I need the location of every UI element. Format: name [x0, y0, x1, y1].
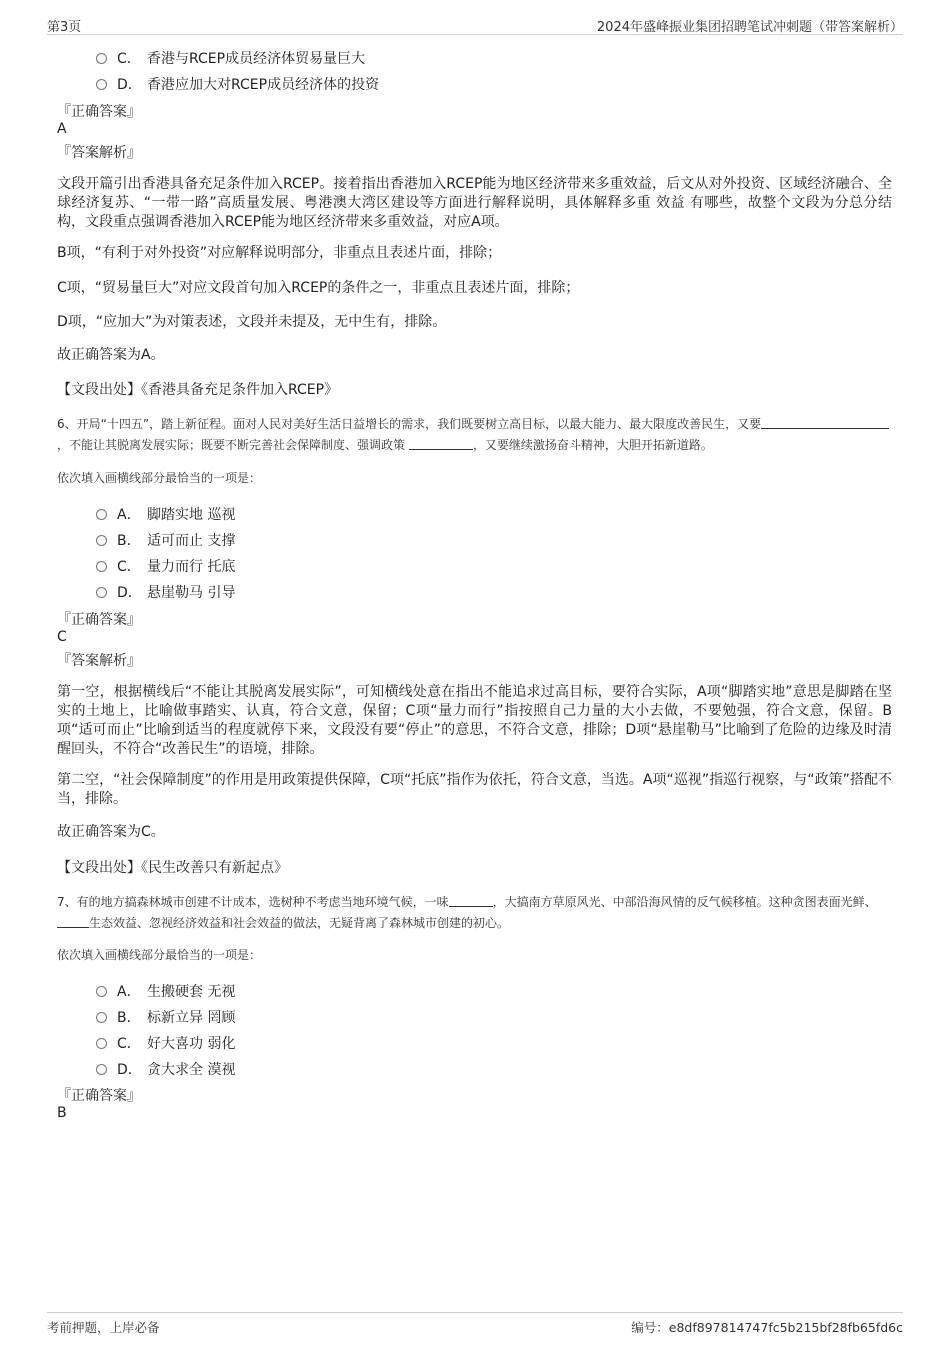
q6-analysis-label: 『答案解析』	[57, 653, 141, 669]
radio-icon[interactable]	[96, 53, 107, 64]
q5-analysis-label: 『答案解析』	[57, 145, 141, 161]
q6-source: 【文段出处】《民生改善只有新起点》	[57, 860, 288, 876]
q7-hint: 依次填入画横线部分最恰当的一项是：	[57, 948, 262, 962]
page-number: 第3页	[47, 20, 82, 35]
q7-option-d[interactable]: D． 贪大求全 漠视	[96, 1059, 235, 1079]
radio-icon[interactable]	[96, 1012, 107, 1023]
q5-analysis-paragraph: B项，“有利于对外投资”对应解释说明部分，非重点且表述片面，排除；	[57, 245, 502, 261]
document-title: 2024年盛峰振业集团招聘笔试冲刺题（带答案解析）	[596, 20, 903, 35]
q5-analysis-paragraph: C项，“贸易量巨大”对应文段首句加入RCEP的条件之一，非重点且表述片面，排除；	[57, 280, 580, 296]
q5-analysis-paragraph: D项，“应加大”为对策表述，文段并未提及，无中生有，排除。	[57, 314, 447, 330]
q7-answer-label: 『正确答案』	[57, 1088, 141, 1104]
radio-icon[interactable]	[96, 79, 107, 90]
q6-stem: 6、开局“十四五”，踏上新征程。面对人民对美好生活日益增长的需求，我们既要树立高目标，以最大能力、最大限度改善民生，又要，不能让其脱离发展实际；既要不断完善社会保障制度、强调政策 ，又要继续激扬奋斗精神，大胆开拓新道路。	[57, 414, 892, 456]
radio-icon[interactable]	[96, 1064, 107, 1075]
q6-option-b[interactable]: B． 适可而止 支撑	[96, 530, 235, 550]
q6-hint: 依次填入画横线部分最恰当的一项是：	[57, 471, 262, 485]
blank-line	[761, 416, 889, 429]
radio-icon[interactable]	[96, 535, 107, 546]
q6-answer-label: 『正确答案』	[57, 612, 141, 628]
blank-line	[449, 894, 493, 907]
radio-icon[interactable]	[96, 986, 107, 997]
q5-answer-label: 『正确答案』	[57, 104, 141, 120]
q6-answer: C	[57, 629, 67, 645]
blank-line	[57, 915, 89, 928]
q6-option-a[interactable]: A． 脚踏实地 巡视	[96, 504, 235, 524]
q6-conclusion: 故正确答案为C。	[57, 824, 165, 840]
q5-option-c[interactable]: C． 香港与RCEP成员经济体贸易量巨大	[96, 48, 365, 68]
q7-stem: 7、有的地方搞森林城市创建不计成本，选树种不考虑当地环境气候，一味 ，大搞南方草原风光、中部沿海风情的反气候移植。这种贪图表面光鲜、生态效益、忽视经济效益和社会效益的做法，无疑背离了森林城市创建的初心。	[57, 895, 877, 930]
q5-option-d[interactable]: D． 香港应加大对RCEP成员经济体的投资	[96, 74, 379, 94]
q7-option-c[interactable]: C． 好大喜功 弱化	[96, 1033, 235, 1053]
q5-answer: A	[57, 121, 67, 137]
q5-analysis-paragraph: 文段开篇引出香港具备充足条件加入RCEP。接着指出香港加入RCEP能为地区经济带来多重效益，后文从对外投资、区域经济融合、全球经济复苏、“一带一路”高质量发展、粤港澳大湾区建设等方面进行解释说明，具体解释多重 效益 有哪些，故整个文段为分总分结构，文段重点强调香港加入RCEP能为地区经济带来多重效益，对应A项。	[57, 176, 892, 230]
q6-option-c[interactable]: C． 量力而行 托底	[96, 556, 235, 576]
q7-option-b[interactable]: B． 标新立异 罔顾	[96, 1007, 235, 1027]
radio-icon[interactable]	[96, 561, 107, 572]
radio-icon[interactable]	[96, 587, 107, 598]
q7-option-a[interactable]: A． 生搬硬套 无视	[96, 981, 235, 1001]
q7-answer: B	[57, 1105, 67, 1121]
q5-conclusion: 故正确答案为A。	[57, 347, 165, 363]
page-footer	[47, 1312, 903, 1337]
radio-icon[interactable]	[96, 1038, 107, 1049]
radio-icon[interactable]	[96, 509, 107, 520]
document-serial: 编号：e8df897814747fc5b215bf28fb65fd6c	[631, 1320, 903, 1335]
q6-option-d[interactable]: D． 悬崖勒马 引导	[96, 582, 235, 602]
q6-analysis-paragraph: 第一空，根据横线后“不能让其脱离发展实际”，可知横线处意在指出不能追求过高目标，要符合实际，A项“脚踏实地”意思是脚踏在坚实的土地上，比喻做事踏实、认真，符合文意，保留；C项“量力而行”指按照自己力量的大小去做，不要勉强，符合文意，保留。B项“适可而止”比喻到适当的程度就停下来，文段没有要“停止”的意思，不符合文意，排除；D项“悬崖勒马”比喻到了危险的边缘及时清醒回头，不符合“改善民生”的语境，排除。	[57, 684, 892, 757]
blank-line	[409, 437, 473, 450]
footer-slogan: 考前押题，上岸必备	[47, 1320, 160, 1335]
q5-source: 【文段出处】《香港具备充足条件加入RCEP》	[57, 382, 339, 398]
q6-analysis-paragraph: 第二空，“社会保障制度”的作用是用政策提供保障，C项“托底”指作为依托，符合文意，当选。A项“巡视”指巡行视察，与“政策”搭配不当，排除。	[57, 772, 892, 807]
page-header	[47, 14, 903, 35]
